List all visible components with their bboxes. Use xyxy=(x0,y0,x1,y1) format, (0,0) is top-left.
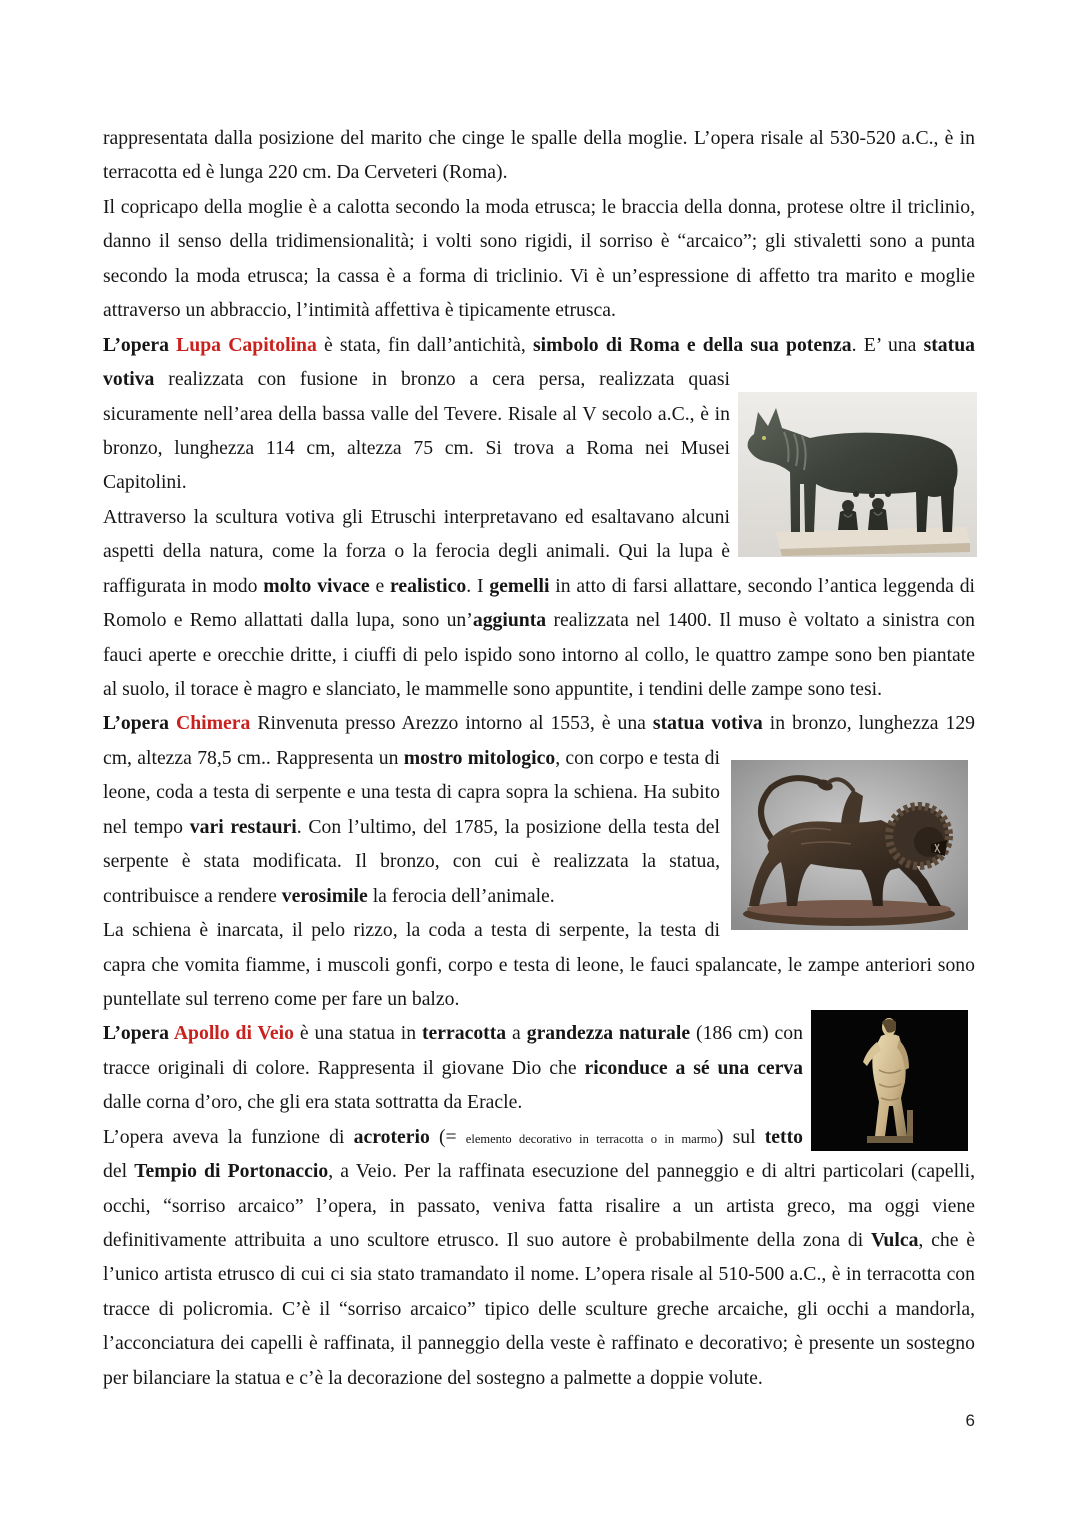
text-run: del xyxy=(103,1160,135,1183)
paragraph xyxy=(103,190,975,328)
bold-text: Vulca xyxy=(871,1229,919,1251)
text-run: , che è xyxy=(918,1229,976,1251)
text-run: è stata, fin dall’antichità, xyxy=(316,333,534,356)
text-line: serpente è stata modificata. Il bronzo, con cui è realizzata la statua, xyxy=(103,850,720,873)
text-line xyxy=(103,569,975,603)
text-line: terracotta ed è lunga 220 cm. Da Cerveteri (Roma). xyxy=(103,161,508,184)
text-line xyxy=(103,879,720,913)
text-line: occhi, “sorriso arcaico” l’opera, in passato, veniva fatta risalire a un artista greco, ma oggi viene xyxy=(103,1194,975,1217)
text-line xyxy=(103,1120,803,1154)
artwork-title-lupa-capitolina: Lupa Capitolina xyxy=(176,333,317,356)
bold-text: gemelli xyxy=(489,574,550,597)
text-run: Rinvenuta presso Arezzo intorno al 1553, è una xyxy=(250,712,653,735)
text-line: dalle corna d’oro, che gli era stata sottratta da Eracle. xyxy=(103,1091,523,1114)
bold-text: Tempio di Portonaccio xyxy=(134,1160,329,1183)
text-run: . E’ una xyxy=(851,333,924,356)
text-run: . I xyxy=(466,574,490,597)
text-run: è una statua in xyxy=(293,1022,422,1045)
text-run: e xyxy=(369,574,391,597)
bold-text: molto vivace xyxy=(263,574,370,597)
bold-text: verosimile xyxy=(281,884,368,907)
text-run: (186 cm) con xyxy=(690,1022,803,1045)
apollo-statue-image xyxy=(811,1010,968,1151)
chimera-statue-image xyxy=(731,760,968,930)
text-run: , a Veio. Per la raffinata esecuzione del panneggio e di altri particolari (capelli, xyxy=(328,1160,975,1183)
text-run: in bronzo, lunghezza 129 xyxy=(762,712,976,735)
artwork-title-apollo-di-veio: Apollo di Veio xyxy=(173,1022,294,1045)
bold-text: realistico xyxy=(390,574,467,597)
text-run: nel tempo xyxy=(103,815,190,838)
text-line xyxy=(103,706,975,740)
text-line: rappresentata dalla posizione del marito che cinge le spalle della moglie. L’opera risale al 530-520 a.C., è in xyxy=(103,127,975,149)
text-run: in atto di farsi allattare, secondo l’antica leggenda di xyxy=(549,574,976,597)
text-line: al suolo, il torace è magro e slanciato, le mammelle sono appuntite, i tendini delle zampe sono tesi. xyxy=(103,678,883,700)
bold-text: simbolo di Roma e della sua potenza xyxy=(533,333,852,356)
text-line: danno il senso della tridimensionalità; i volti sono rigidi, il sorriso è “arcaico”; gli stivaletti sono a punta xyxy=(103,230,975,253)
text-run: L’opera aveva la funzione di xyxy=(103,1125,354,1148)
text-line xyxy=(103,362,730,396)
bold-text: riconduce a sé una cerva xyxy=(584,1056,803,1079)
text-run: (= xyxy=(429,1125,466,1148)
lupa-capitolina-photo xyxy=(738,392,977,557)
bold-text: terracotta xyxy=(421,1022,507,1045)
text-line: Capitolini. xyxy=(103,471,187,494)
text-run: definitivamente attribuita a uno scultore etrusco. Il suo autore è probabilmente della zona di xyxy=(103,1229,871,1251)
text-line xyxy=(103,603,975,637)
text-run: cm, altezza 78,5 cm.. Rappresenta un xyxy=(103,746,404,769)
text-run: contribuisce a rendere xyxy=(103,884,282,907)
text-line: fauci aperte e orecchie dritte, i ciuffi di pelo ispido sono intorno al collo, le quattro zampe sono ben piantate xyxy=(103,643,975,666)
chimera-photo xyxy=(731,760,968,930)
bold-text: mostro mitologico xyxy=(403,746,556,769)
bold-text: statua votiva xyxy=(652,712,763,735)
text-line: sicuramente nell’area della bassa valle del Tevere. Risale al V secolo a.C., è in xyxy=(103,402,730,425)
text-line: aspetti della natura, come la forza o la ferocia degli animali. Qui la lupa è xyxy=(103,540,730,563)
text-run: la ferocia dell’animale. xyxy=(367,884,555,907)
text-run: realizzata nel 1400. Il muso è voltato a sinistra con xyxy=(546,609,976,632)
text-run: a xyxy=(506,1022,527,1045)
text-line: La schiena è inarcata, il pelo rizzo, la coda a testa di serpente, la testa di xyxy=(103,919,720,942)
text-line: l’unico artista etrusco di cui ci sia stato tramandato il nome. L’opera risale al 510-500 a.C., è in terracotta con xyxy=(103,1263,975,1286)
text-run: realizzata con fusione in bronzo a cera persa, realizzata quasi xyxy=(154,368,730,391)
text-line: tracce di policromia. C’è il “sorriso arcaico” tipico delle sculture greche arcaiche, gli occhi a mandorla, xyxy=(103,1297,975,1320)
text-run: raffigurata in modo xyxy=(103,574,264,597)
text-line: l’acconciatura dei capelli è raffinata, il panneggio della veste è raffinato e decorativo; è presente un sostegno xyxy=(103,1332,975,1355)
bold-text: vari restauri xyxy=(189,815,297,838)
bold-text: acroterio xyxy=(353,1125,430,1148)
artwork-title-chimera: Chimera xyxy=(176,712,251,735)
text-line xyxy=(103,328,975,362)
text-run: , con corpo e testa di xyxy=(555,746,720,769)
bold-text: tetto xyxy=(764,1125,804,1148)
text-line: leone, coda a testa di serpente e una testa di capra sopra la schiena. Ha subito xyxy=(103,781,720,804)
text-line xyxy=(103,1051,803,1085)
page-number: 6 xyxy=(965,1411,975,1430)
bold-text: L’opera xyxy=(103,1022,174,1045)
paragraph xyxy=(103,121,975,190)
bold-text: statua xyxy=(923,333,975,356)
text-line: Il copricapo della moglie è a calotta secondo la moda etrusca; le braccia della donna, protese oltre il triclinio, xyxy=(103,195,975,218)
text-line: capra che vomita fiamme, i muscoli gonfi, corpo e testa di leone, le fauci spalancate, le zampe anteriori sono xyxy=(103,953,975,976)
text-line: secondo la moda etrusca; la cassa è a forma di triclinio. Vi è un’espressione di affetto tra marito e moglie xyxy=(103,264,975,287)
bold-text: votiva xyxy=(103,368,155,391)
bold-text: L’opera xyxy=(103,712,176,735)
apollo-di-veio-photo xyxy=(811,1010,968,1151)
small-note: elemento decorativo in terracotta o in marmo xyxy=(465,1131,717,1146)
wolf-statue-image xyxy=(738,392,977,557)
text-line xyxy=(103,741,720,775)
text-run: ) sul xyxy=(716,1125,765,1148)
text-line: attraverso un abbraccio, l’intimità affettiva è tipicamente etrusca. xyxy=(103,299,616,322)
text-line xyxy=(103,1154,975,1188)
bold-text: grandezza naturale xyxy=(526,1022,691,1045)
text-line xyxy=(103,810,720,844)
text-line: per bilanciare la statua e c’è la decorazione del sostegno a palmette a doppie volute. xyxy=(103,1366,763,1389)
text-run: Romolo e Remo allattati dalla lupa, sono un’ xyxy=(103,609,473,632)
text-line xyxy=(103,1016,803,1050)
text-line: bronzo, lunghezza 114 cm, altezza 75 cm. Si trova a Roma nei Musei xyxy=(103,436,730,459)
text-line: Attraverso la scultura votiva gli Etruschi interpretavano ed esaltavano alcuni xyxy=(103,505,730,528)
text-run: . Con l’ultimo, del 1785, la posizione della testa del xyxy=(296,815,720,838)
paragraph xyxy=(103,1120,975,1396)
bold-text: aggiunta xyxy=(472,609,547,632)
text-line: puntellate sul terreno come per fare un balzo. xyxy=(103,987,460,1010)
text-line xyxy=(103,1223,975,1257)
body-text xyxy=(103,121,975,1395)
text-run: tracce originali di colore. Rappresenta il giovane Dio che xyxy=(103,1056,585,1079)
bold-text: L’opera xyxy=(103,333,177,356)
